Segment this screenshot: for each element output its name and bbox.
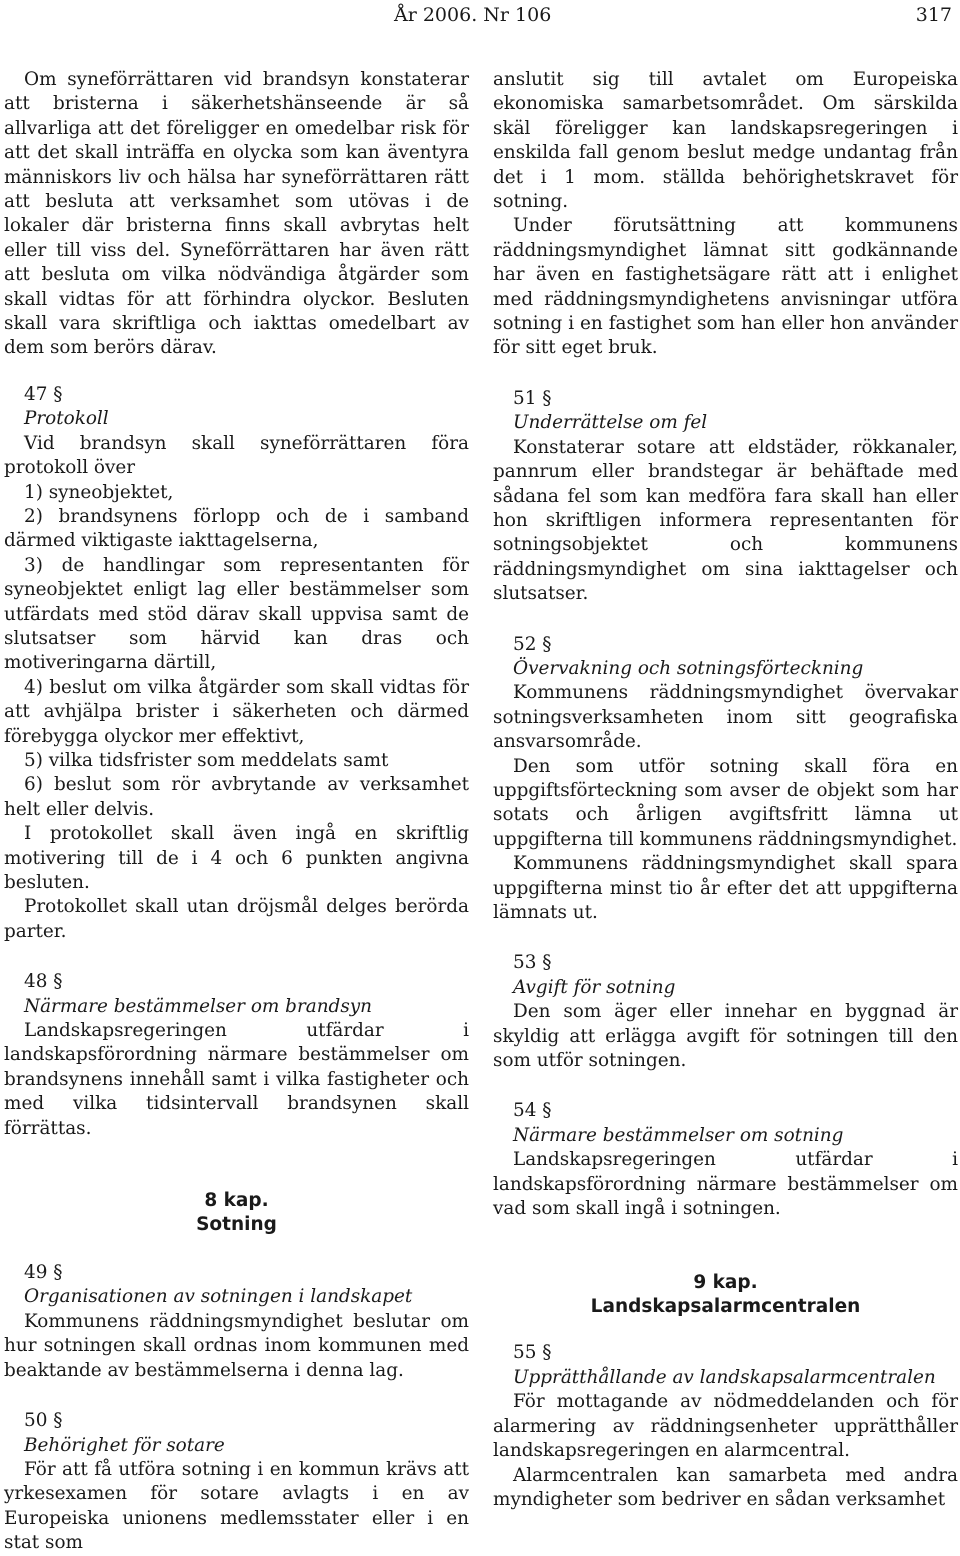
paragraph: Den som utför sotning skall föra en uppgiftsförteckning som avser de objekt som har sotats och årligen avgiftsfritt lämna ut uppgifterna till kommunens räddningsmyndighet.	[493, 755, 958, 850]
section-title: Behörighet för sotare	[24, 1434, 225, 1456]
section-53	[493, 951, 958, 1000]
chapter-number: 9 kap.	[693, 1272, 758, 1294]
left-column	[4, 68, 469, 1556]
chapter-number: 8 kap.	[204, 1190, 269, 1212]
chapter-8-heading	[4, 1189, 469, 1237]
paragraph: Kommunens räddningsmyndighet beslutar om hur sotningen skall ordnas inom kommunen med beaktande av bestämmelserna i denna lag.	[4, 1310, 469, 1381]
paragraph: Landskapsregeringen utfärdar i landskapsförordning närmare bestämmelser om vad som skall ingå i sotningen.	[493, 1149, 958, 1220]
section-47	[4, 383, 469, 432]
paragraph: För att få utföra sotning i en kommun krävs att yrkesexamen för sotare avlagts i en av Europeiska unionens medlemsstater eller i en stat som	[4, 1458, 469, 1554]
paragraph: Protokollet skall utan dröjsmål delges berörda parter.	[4, 896, 469, 942]
right-column	[493, 68, 958, 1512]
section-55	[493, 1341, 958, 1390]
section-title: Övervakning och sotningsförteckning	[513, 657, 864, 679]
section-51	[493, 387, 958, 436]
section-number: 48 §	[24, 971, 63, 993]
paragraph: Landskapsregeringen utfärdar i landskapsförordning närmare bestämmelser om brandsynens innehåll samt i vilka fastigheter och med vilka tidsintervall brandsynen skall förrättas.	[4, 1020, 469, 1139]
list-item: 4) beslut om vilka åtgärder som skall vidtas för att avhjälpa brister i säkerheten och därmed förebygga olyckor mer effektivt,	[4, 676, 469, 747]
section-number: 54 §	[513, 1100, 552, 1122]
page-number: 317	[915, 4, 952, 26]
chapter-9-heading	[493, 1271, 958, 1319]
section-title: Närmare bestämmelser om brandsyn	[24, 995, 372, 1017]
section-title: Organisationen av sotningen i landskapet	[24, 1286, 413, 1308]
section-title: Avgift för sotning	[513, 976, 676, 998]
paragraph: Kommunens räddningsmyndighet övervakar sotningsverksamheten inom sitt geografiska ansvarsområde.	[493, 682, 958, 753]
list-item: 3) de handlingar som representanten för syneobjektet enligt lag eller bestämmelser som utfärdats med stöd därav skall uppvisa samt de slutsatser som härvid kan dras och motiveringarna därtill,	[4, 554, 469, 674]
section-50	[4, 1409, 469, 1458]
gazette-issue: År 2006. Nr 106	[394, 4, 552, 26]
section-49	[4, 1261, 469, 1310]
section-54	[493, 1099, 958, 1148]
paragraph: anslutit sig till avtalet om Europeiska ekonomiska samarbetsområdet. Om särskilda skäl föreligger kan landskapsregeringen i enskilda fall genom beslut medge undantag från det i 1 mom. ställda behörighetskravet för sotning.	[493, 69, 958, 213]
section-number: 55 §	[513, 1342, 552, 1364]
chapter-title: Sotning	[196, 1214, 277, 1236]
paragraph: Om syneförrättaren vid brandsyn konstaterar att bristerna i säkerhetshänseende är så allvarliga att det föreligger en omedelbar risk för att det skall inträffa en olycka som kan äventyra människors liv och hälsa har syneförrättaren rätt att besluta att verksamhet som utövas i de lokaler där bristerna finns skall avbrytas helt eller till viss del. Syneförrättaren har även rätt att besluta om vilka nödvändiga åtgärder som skall vidtas för att förhindra olyckor. Besluten skall vara skriftliga och iakttas omedelbart av dem som berörs därav.	[4, 69, 469, 359]
section-title: Protokoll	[24, 408, 109, 430]
section-number: 47 §	[24, 383, 63, 405]
section-52	[493, 633, 958, 682]
section-48	[4, 970, 469, 1019]
section-number: 51 §	[513, 387, 552, 409]
list-item: 6) beslut som rör avbrytande av verksamhet helt eller delvis.	[4, 774, 469, 820]
paragraph: Den som äger eller innehar en byggnad är skyldig att erlägga avgift för sotningen till den som utför sotningen.	[493, 1001, 958, 1072]
section-title: Underrättelse om fel	[513, 412, 708, 434]
section-title: Närmare bestämmelser om sotning	[513, 1124, 844, 1146]
list-item: 5) vilka tidsfrister som meddelats samt	[24, 749, 389, 771]
paragraph: Under förutsättning att kommunens räddningsmyndighet lämnat sitt godkännande har även en fastighetsägare rätt att i enlighet med räddningsmyndighetens anvisningar utföra sotning i en fastighet som han eller hon använder för sitt eget bruk.	[493, 215, 958, 359]
paragraph: Konstaterar sotare att eldstäder, rökkanaler, pannrum eller brandstegar är behäftade med sådana fel som kan medföra fara skall han eller hon skriftligen informera representanten för sotningsobjektet och kommunens räddningsmyndighet om sina iakttagelser och slutsatser.	[493, 436, 958, 605]
paragraph: För mottagande av nödmeddelanden och för alarmering av räddningsenheter upprätthåller landskapsregeringen en alarmcentral.	[493, 1391, 958, 1462]
paragraph: Vid brandsyn skall syneförrättaren föra protokoll över	[4, 432, 469, 479]
section-number: 50 §	[24, 1410, 63, 1432]
list-item: 2) brandsynens förlopp och de i samband därmed viktigaste iakttagelserna,	[4, 505, 469, 552]
section-number: 52 §	[513, 633, 552, 655]
page-header	[0, 0, 960, 40]
paragraph: I protokollet skall även ingå en skriftlig motivering till de i 4 och 6 punkten angivna besluten.	[4, 823, 469, 893]
chapter-title: Landskapsalarmcentralen	[590, 1296, 861, 1318]
paragraph: Kommunens räddningsmyndighet skall spara uppgifterna minst tio år efter det att uppgifterna lämnats ut.	[493, 853, 958, 923]
section-title: Upprätthållande av landskapsalarmcentralen	[513, 1366, 936, 1388]
section-number: 53 §	[513, 952, 552, 974]
section-number: 49 §	[24, 1262, 63, 1284]
paragraph: Alarmcentralen kan samarbeta med andra myndigheter som bedriver en sådan verksamhet	[493, 1464, 958, 1510]
list-item: 1) syneobjektet,	[24, 481, 174, 503]
